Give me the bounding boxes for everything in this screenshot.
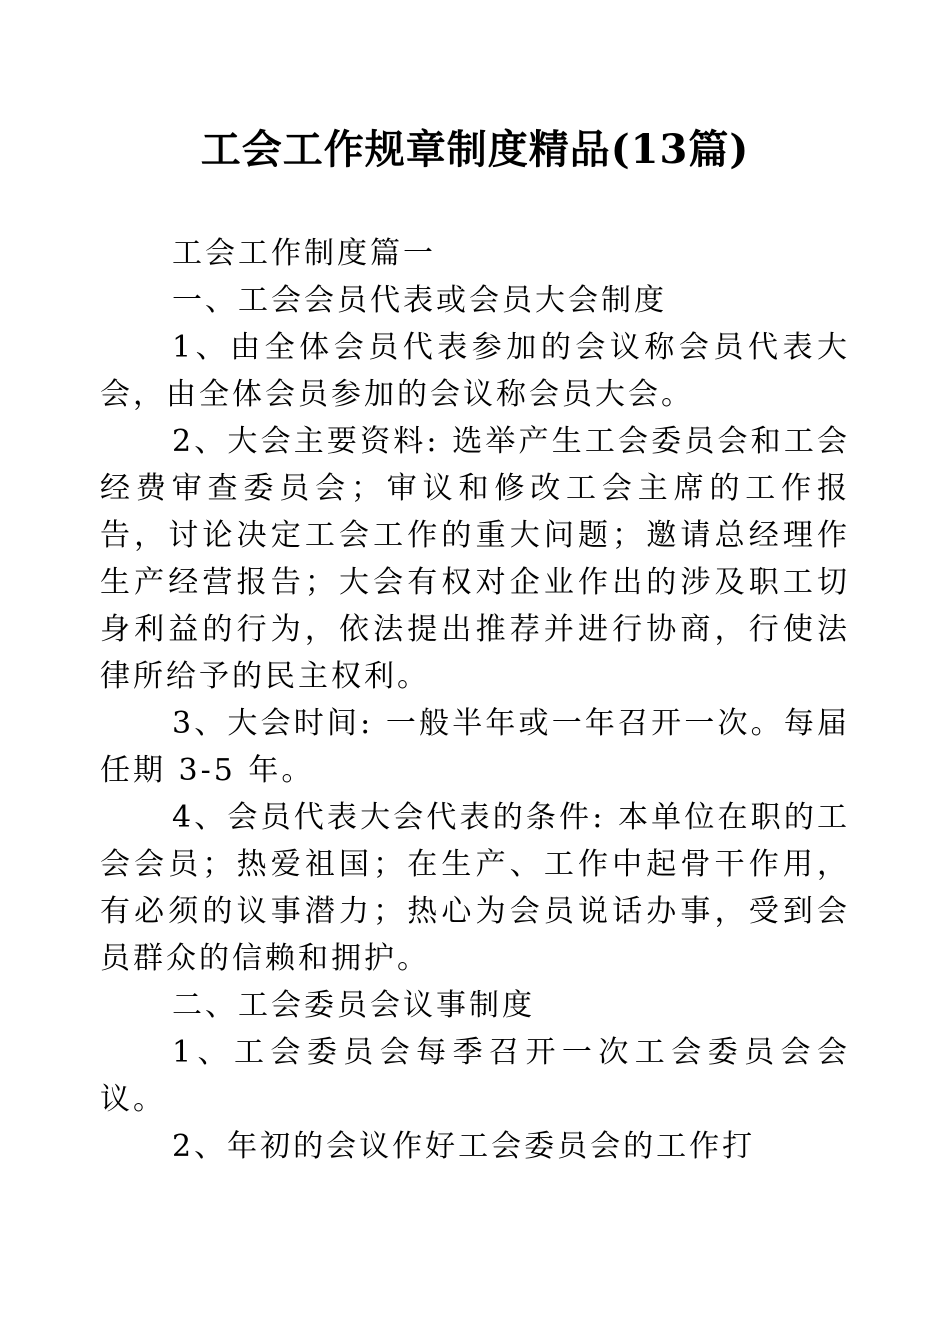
paragraph: 4、会员代表大会代表的条件: 本单位在职的工会会员；热爱祖国；在生产、工作中起骨干作用，有必须的议事潜力；热心为会员说话办事，受到会员群众的信赖和拥护。	[100, 800, 850, 976]
section-heading: 工会工作制度篇一	[172, 236, 436, 271]
document-title: 工会工作规章制度精品(13篇)	[200, 126, 750, 173]
paragraph: 2、年初的会议作好工会委员会的工作打	[172, 1129, 756, 1164]
subsection-heading: 一、工会会员代表或会员大会制度	[172, 283, 667, 318]
document-body	[100, 230, 850, 1170]
paragraph: 2、大会主要资料: 选举产生工会委员会和工会经费审查委员会；审议和修改工会主席的工作报告，讨论决定工会工作的重大问题；邀请总经理作生产经营报告；大会有权对企业作出的涉及职工切身利益的行为，依法提出推荐并进行协商，行使法律所给予的民主权利。	[100, 424, 850, 694]
subsection-heading: 二、工会委员会议事制度	[172, 988, 535, 1023]
paragraph: 1、由全体会员代表参加的会议称会员代表大会，由全体会员参加的会议称会员大会。	[100, 330, 850, 412]
paragraph: 3、大会时间: 一般半年或一年召开一次。每届任期 3-5 年。	[100, 706, 850, 788]
paragraph: 1、工会委员会每季召开一次工会委员会会议。	[100, 1035, 850, 1117]
